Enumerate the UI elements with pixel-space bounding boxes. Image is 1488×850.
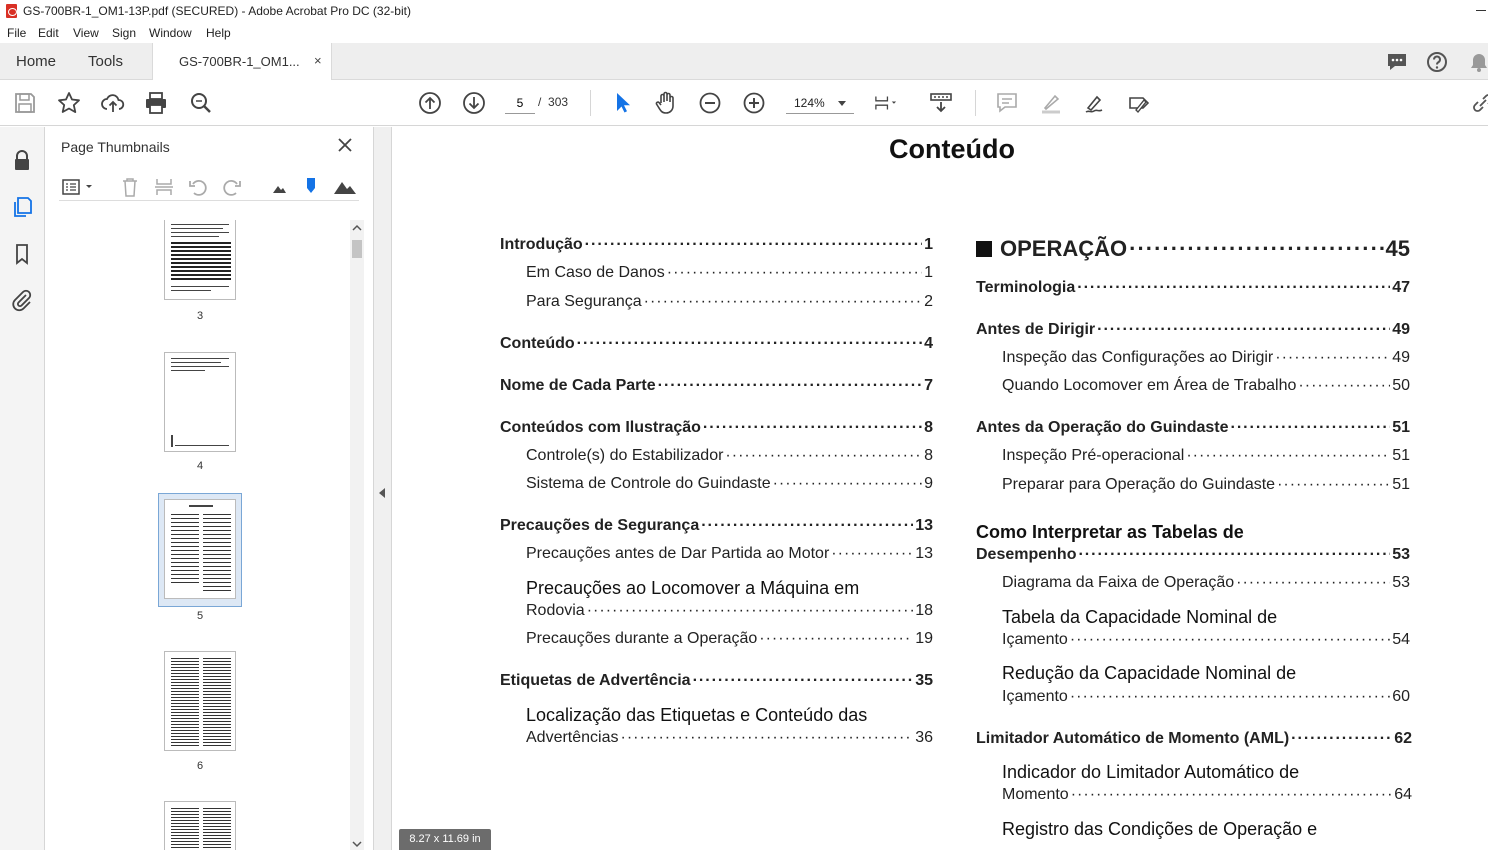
panel-title: Page Thumbnails bbox=[61, 139, 170, 155]
page-number-input[interactable] bbox=[505, 92, 535, 114]
toc-entry-indicador-line2[interactable]: Momento ····· 64 bbox=[1002, 786, 1412, 814]
toc-entry-conteudos-com-ilustracao[interactable]: Conteúdos com Ilustração ····· 8 bbox=[500, 419, 933, 447]
upload-cloud-icon[interactable] bbox=[100, 90, 126, 116]
toc-entry-preparar-operacao[interactable]: Preparar para Operação do Guindaste ····· 51 bbox=[1002, 476, 1410, 504]
toc-entry-locomover-line1[interactable]: Precauções ao Locomover a Máquina em bbox=[526, 578, 860, 598]
security-lock-icon[interactable] bbox=[10, 148, 34, 172]
larger-thumbnails-icon[interactable] bbox=[333, 177, 357, 200]
attachments-paperclip-icon[interactable] bbox=[10, 288, 34, 312]
draw-sign-icon[interactable] bbox=[1082, 90, 1108, 116]
zoom-level-dropdown[interactable] bbox=[786, 92, 854, 114]
print-icon[interactable] bbox=[143, 90, 169, 116]
menu-view[interactable]: View bbox=[73, 26, 99, 40]
menu-help[interactable]: Help bbox=[206, 26, 231, 40]
highlight-pen-icon[interactable] bbox=[1038, 90, 1064, 116]
toc-entry-tabela-capacidade-line2[interactable]: Içamento ····· 54 bbox=[1002, 631, 1410, 659]
toc-entry-controle-estabilizador[interactable]: Controle(s) do Estabilizador ····· 8 bbox=[526, 447, 933, 475]
thumbnail-page-7[interactable] bbox=[164, 801, 236, 850]
menu-bar bbox=[0, 23, 1488, 43]
navigation-rail bbox=[0, 127, 45, 850]
thumbnail-toolbar bbox=[59, 175, 359, 201]
toc-entry-antes-de-dirigir[interactable]: Antes de Dirigir ····· 49 bbox=[976, 321, 1410, 349]
toc-entry-locomover-line2[interactable]: Rodovia ····· 18 bbox=[526, 602, 933, 630]
page-heading: Conteúdo bbox=[889, 134, 1015, 164]
toc-entry-operacao[interactable]: OPERAÇÃO ····· 45 bbox=[976, 236, 1410, 264]
comment-bubble-icon[interactable] bbox=[1386, 51, 1408, 73]
toc-entry-antes-da-operacao[interactable]: Antes da Operação do Guindaste ····· 51 bbox=[976, 419, 1410, 447]
toc-entry-sistema-de-controle[interactable]: Sistema de Controle do Guindaste ····· 9 bbox=[526, 475, 933, 503]
scroll-down-icon[interactable] bbox=[350, 838, 364, 850]
zoom-level-value: 124% bbox=[794, 96, 825, 110]
toc-entry-quando-locomover[interactable]: Quando Locomover em Área de Trabalho ····· 50 bbox=[1002, 377, 1410, 405]
menu-edit[interactable]: Edit bbox=[38, 26, 59, 40]
thumbnail-label-4: 4 bbox=[196, 460, 204, 472]
tab-document-label: GS-700BR-1_OM1... bbox=[179, 54, 300, 69]
toc-entry-interpretar-line2[interactable]: Desempenho ····· 53 bbox=[976, 546, 1410, 574]
page-count: / 303 bbox=[538, 95, 569, 109]
window-title: GS-700BR-1_OM1-13P.pdf (SECURED) - Adobe Acrobat Pro DC (32-bit) bbox=[23, 4, 411, 18]
page-display-icon[interactable] bbox=[873, 90, 909, 116]
toc-entry-reducao-line1[interactable]: Redução da Capacidade Nominal de bbox=[1002, 663, 1297, 683]
thumbnail-page-6[interactable] bbox=[164, 651, 236, 751]
toc-entry-limitador-automatico[interactable]: Limitador Automático de Momento (AML) ····· 62 bbox=[976, 730, 1412, 758]
toc-entry-diagrama-faixa[interactable]: Diagrama da Faixa de Operação ····· 53 bbox=[1002, 574, 1410, 602]
previous-page-icon[interactable] bbox=[417, 90, 443, 116]
toc-entry-etiquetas-de-advertencia[interactable]: Etiquetas de Advertência ····· 35 bbox=[500, 672, 933, 700]
tab-home[interactable]: Home bbox=[16, 53, 57, 70]
thumbnail-options-icon[interactable] bbox=[61, 177, 97, 202]
toc-entry-para-seguranca[interactable]: Para Segurança ····· 2 bbox=[526, 293, 933, 321]
thumbnail-label-3: 3 bbox=[196, 310, 204, 322]
thumbnail-page-4[interactable] bbox=[164, 352, 236, 452]
thumbnail-label-5: 5 bbox=[196, 610, 204, 622]
scrollbar-thumb[interactable] bbox=[352, 240, 362, 258]
main-toolbar bbox=[0, 80, 1488, 126]
split-page-icon[interactable] bbox=[153, 176, 175, 203]
toc-entry-em-caso-de-danos[interactable]: Em Caso de Danos ····· 1 bbox=[526, 264, 933, 292]
toc-entry-tabela-capacidade-line1[interactable]: Tabela da Capacidade Nominal de bbox=[1002, 607, 1278, 627]
hand-tool-icon[interactable] bbox=[653, 90, 679, 116]
select-cursor-icon[interactable] bbox=[609, 90, 635, 116]
thumbnails-scrollbar[interactable] bbox=[350, 220, 364, 850]
thumbnail-size-slider[interactable] bbox=[305, 176, 317, 201]
search-zoom-icon[interactable] bbox=[188, 90, 214, 116]
fill-sign-icon[interactable] bbox=[1126, 90, 1152, 116]
thumbnail-page-5[interactable] bbox=[164, 499, 236, 599]
delete-page-icon[interactable] bbox=[119, 176, 141, 203]
link-tool-icon[interactable] bbox=[1470, 90, 1488, 116]
black-square-bullet bbox=[976, 241, 992, 257]
toc-entry-inspecao-pre-operacional[interactable]: Inspeção Pré-operacional ····· 51 bbox=[1002, 447, 1410, 475]
toc-entry-localizacao-line1[interactable]: Localização das Etiquetas e Conteúdo das bbox=[526, 705, 868, 725]
page-size-indicator: 8.27 x 11.69 in bbox=[399, 829, 491, 850]
toolbar-divider bbox=[590, 90, 591, 116]
smaller-thumbnails-icon[interactable] bbox=[271, 181, 287, 199]
menu-file[interactable]: File bbox=[7, 26, 27, 40]
add-comment-icon[interactable] bbox=[994, 90, 1020, 116]
notification-bell-icon[interactable] bbox=[1468, 51, 1488, 73]
scroll-mode-icon[interactable] bbox=[928, 90, 954, 116]
thumbnail-page-3[interactable] bbox=[164, 220, 236, 300]
panel-collapse-handle[interactable] bbox=[374, 127, 392, 850]
thumbnail-label-6: 6 bbox=[196, 760, 204, 772]
close-tab-icon[interactable]: × bbox=[314, 53, 322, 68]
bookmarks-icon[interactable] bbox=[10, 242, 34, 266]
title-bar bbox=[0, 0, 1488, 23]
toc-entry-interpretar-line1[interactable]: Como Interpretar as Tabelas de bbox=[976, 522, 1244, 542]
scroll-up-icon[interactable] bbox=[350, 222, 364, 234]
toc-entry-precaucoes-partida[interactable]: Precauções antes de Dar Partida ao Motor ····· 13 bbox=[526, 545, 933, 573]
toolbar-divider bbox=[975, 90, 976, 116]
minimize-icon[interactable] bbox=[1476, 10, 1486, 11]
chevron-down-icon bbox=[838, 101, 846, 106]
toc-entry-conteudo[interactable]: Conteúdo ····· 4 bbox=[500, 335, 933, 363]
collapse-arrow-icon bbox=[379, 488, 385, 498]
page-thumbnails-icon[interactable] bbox=[10, 195, 34, 219]
rotate-right-icon[interactable] bbox=[221, 176, 243, 203]
acrobat-pdf-icon bbox=[6, 4, 17, 18]
tab-tools[interactable]: Tools bbox=[88, 53, 124, 70]
help-icon[interactable] bbox=[1426, 51, 1448, 73]
toc-entry-inspecao-configuracoes[interactable]: Inspeção das Configurações ao Dirigir ····· 49 bbox=[1002, 349, 1410, 377]
toc-entry-reducao-line2[interactable]: Içamento ····· 60 bbox=[1002, 688, 1410, 716]
toc-entry-localizacao-line2[interactable]: Advertências ····· 36 bbox=[526, 729, 933, 757]
toc-entry-introducao[interactable]: Introdução ····· 1 bbox=[500, 236, 933, 264]
tab-document[interactable] bbox=[152, 43, 332, 80]
page-thumbnails-panel bbox=[45, 127, 374, 850]
menu-sign[interactable]: Sign bbox=[112, 26, 137, 40]
next-page-icon[interactable] bbox=[461, 90, 487, 116]
toc-entry-indicador-line1[interactable]: Indicador do Limitador Automático de bbox=[1002, 762, 1300, 782]
toc-entry-terminologia[interactable]: Terminologia ····· 47 bbox=[976, 279, 1410, 307]
close-panel-icon[interactable] bbox=[337, 137, 353, 153]
zoom-in-icon[interactable] bbox=[741, 90, 767, 116]
toc-entry-precaucoes-de-seguranca[interactable]: Precauções de Segurança ····· 13 bbox=[500, 517, 933, 545]
tab-bar bbox=[0, 43, 1488, 80]
document-view[interactable] bbox=[392, 127, 1488, 850]
zoom-out-icon[interactable] bbox=[697, 90, 723, 116]
rotate-left-icon[interactable] bbox=[187, 176, 209, 203]
save-icon[interactable] bbox=[12, 90, 38, 116]
toc-entry-nome-de-cada-parte[interactable]: Nome de Cada Parte ····· 7 bbox=[500, 377, 933, 405]
menu-window[interactable]: Window bbox=[149, 26, 192, 40]
toc-entry-precaucoes-durante[interactable]: Precauções durante a Operação ····· 19 bbox=[526, 630, 933, 658]
toc-entry-registro-line1[interactable]: Registro das Condições de Operação e bbox=[1002, 819, 1318, 839]
bookmark-star-icon[interactable] bbox=[56, 90, 82, 116]
